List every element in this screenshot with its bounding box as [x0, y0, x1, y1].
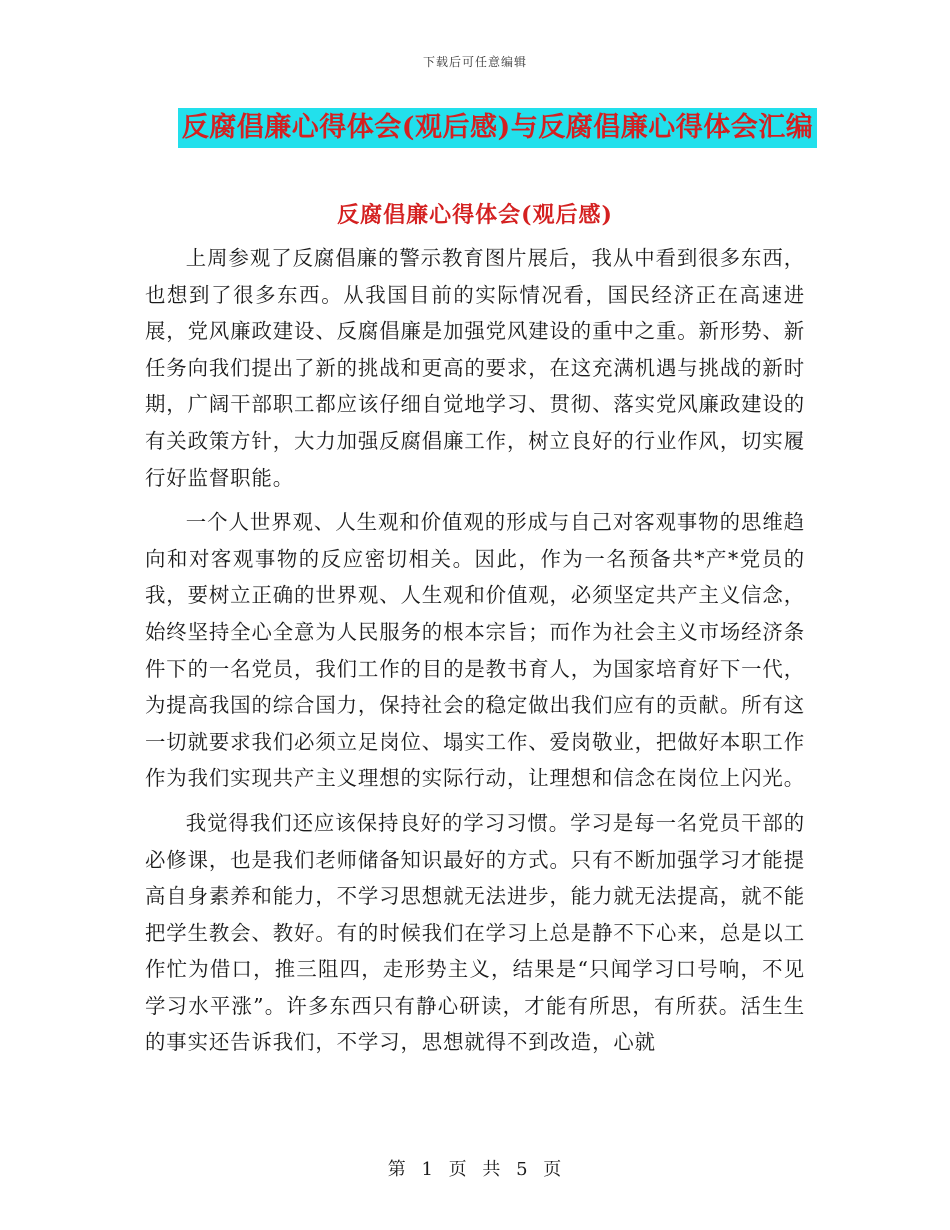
- page-label-total-prefix: 共: [482, 1159, 502, 1180]
- document-title: 反腐倡廉心得体会(观后感)与反腐倡廉心得体会汇编: [178, 108, 818, 148]
- paragraph: 上周参观了反腐倡廉的警示教育图片展后，我从中看到很多东西，也想到了很多东西。从我国目前的实际情况看，国民经济正在高速进展，党风廉政建设、反腐倡廉是加强党风建设的重中之重。新形势、新任务向我们提出了新的挑战和更高的要求，在这充满机遇与挑战的新时期，广阔干部职工都应该仔细自觉地学习、贯彻、落实党风廉政建设的有关政策方针，大力加强反腐倡廉工作，树立良好的行业作风，切实履行好监督职能。: [145, 246, 806, 490]
- page-current: 1: [421, 1159, 434, 1180]
- section-title: 反腐倡廉心得体会(观后感): [337, 202, 613, 228]
- paragraph: 我觉得我们还应该保持良好的学习习惯。学习是每一名党员干部的必修课，也是我们老师储备知识最好的方式。只有不断加强学习才能提高自身素养和能力，不学习思想就无法进步，能力就无法提高，就不能把学生教会、教好。有的时候我们在学习上总是静不下心来，总是以工作忙为借口，推三阻四，走形势主义，结果是“只闻学习口号响，不见学习水平涨”。许多东西只有静心研读，才能有所思，有所获。活生生的事实还告诉我们，不学习，思想就得不到改造，心就: [145, 810, 806, 1055]
- page-label-prefix: 第: [387, 1159, 407, 1180]
- page-label-suffix: 页: [543, 1159, 563, 1180]
- paragraph: 一个人世界观、人生观和价值观的形成与自己对客观事物的思维趋向和对客观事物的反应密切相关。因此，作为一名预备共*产*党员的我，要树立正确的世界观、人生观和价值观，必须坚定共产主义信念，始终坚持全心全意为人民服务的根本宗旨；而作为社会主义市场经济条件下的一名党员，我们工作的目的是教书育人，为国家培育好下一代，为提高我国的综合国力，保持社会的稳定做出我们应有的贡献。所有这一切就要求我们必须立足岗位、塌实工作、爱岗敬业，把做好本职工作作为我们实现共产主义理想的实际行动，让理想和信念在岗位上闪光。: [145, 510, 806, 791]
- main-title-container: [0, 108, 950, 148]
- page-total: 5: [516, 1159, 529, 1180]
- page-label-mid: 页: [448, 1159, 468, 1180]
- header-note: 下载后可任意编辑: [422, 55, 527, 69]
- page-footer: [0, 1155, 950, 1181]
- document-body: [145, 240, 805, 1069]
